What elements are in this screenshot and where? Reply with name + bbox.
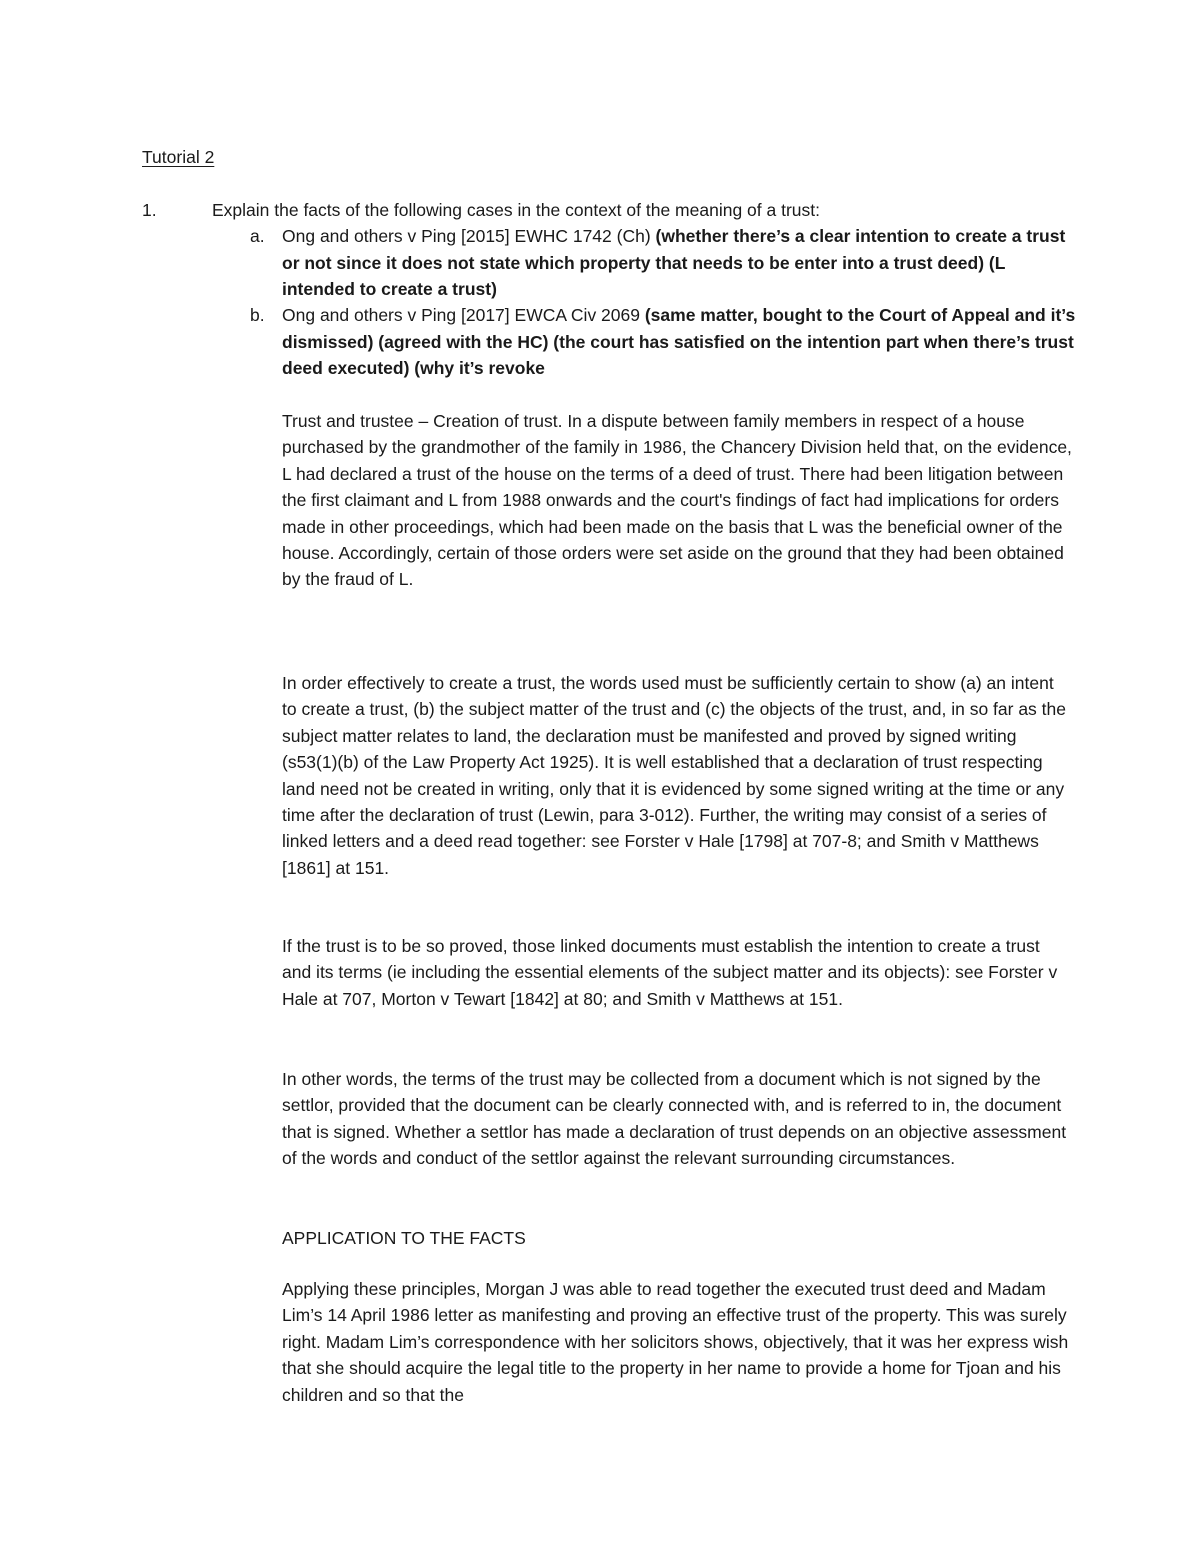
case-note: (whether there’s a clear intention to create a trust or not since it does not state which property that needs to be enter into a trust deed) (L intended to create a trust) [282,226,1066,299]
question-number: 1. [142,200,157,220]
case-letter: b. [250,305,265,325]
case-text [282,223,1080,303]
document-title: Tutorial 2 [142,147,215,167]
case-item-b [250,302,1080,382]
case-text [282,302,1080,382]
question-1 [142,199,820,221]
case-citation: Ong and others v Ping [2015] EWHC 1742 (Ch) [282,226,651,246]
case-citation: Ong and others v Ping [2017] EWCA Civ 2069 [282,305,640,325]
paragraph-linked-documents: If the trust is to be so proved, those linked documents must establish the intention to create a trust and its terms (ie including the essential elements of the subject matter and its objects): see Forster v Hale at 707, Morton v Tewart [1842] at 80; and Smith v Matthews at 151. [282,936,1058,1009]
case-item-a [250,223,1080,303]
paragraph-other-words: In other words, the terms of the trust may be collected from a document which is not signed by the settlor, provided that the document can be clearly connected with, and is referred to in, the document that is signed. Whether a settlor has made a declaration of trust depends on an objective assessment of the words and conduct of the settlor against the relevant surrounding circumstances. [282,1069,1067,1169]
case-letter: a. [250,226,265,246]
section-heading-application: APPLICATION TO THE FACTS [282,1228,526,1248]
paragraph-application: Applying these principles, Morgan J was able to read together the executed trust deed and Madam Lim’s 14 April 1986 letter as manifesting and proving an effective trust of the property. This was surely right. Madam Lim’s correspondence with her solicitors shows, objectively, that it was her express wish that she should acquire the legal title to the property in her name to provide a home for Tjoan and his children and so that the [282,1279,1069,1405]
paragraph-creation-requirements: In order effectively to create a trust, the words used must be sufficiently certain to show (a) an intent to create a trust, (b) the subject matter of the trust and (c) the objects of the trust, and, in so far as the subject matter relates to land, the declaration must be manifested and proved by signed writing (s53(1)(b) of the Law Property Act 1925). It is well established that a declaration of trust respecting land need not be created in writing, only that it is evidenced by some signed writing at the time or any time after the declaration of trust (Lewin, para 3-012). Further, the writing may consist of a series of linked letters and a deed read together: see Forster v Hale [1798] at 707-8; and Smith v Matthews [1861] at 151. [282,673,1066,878]
paragraph-case-summary: Trust and trustee – Creation of trust. In a dispute between family members in respect of a house purchased by the grandmother of the family in 1986, the Chancery Division held that, on the evidence, L had declared a trust of the house on the terms of a deed of trust. There had been litigation between the first claimant and L from 1988 onwards and the court's findings of fact had implications for orders made in other proceedings, which had been made on the basis that L was the beneficial owner of the house. Accordingly, certain of those orders were set aside on the ground that they had been obtained by the fraud of L. [282,411,1072,590]
case-note: (same matter, bought to the Court of Appeal and it’s dismissed) (agreed with the HC) (the court has satisfied on the intention part when there’s trust deed executed) (why it’s revoke [282,305,1076,378]
question-text: Explain the facts of the following cases in the context of the meaning of a trust: [212,200,820,220]
